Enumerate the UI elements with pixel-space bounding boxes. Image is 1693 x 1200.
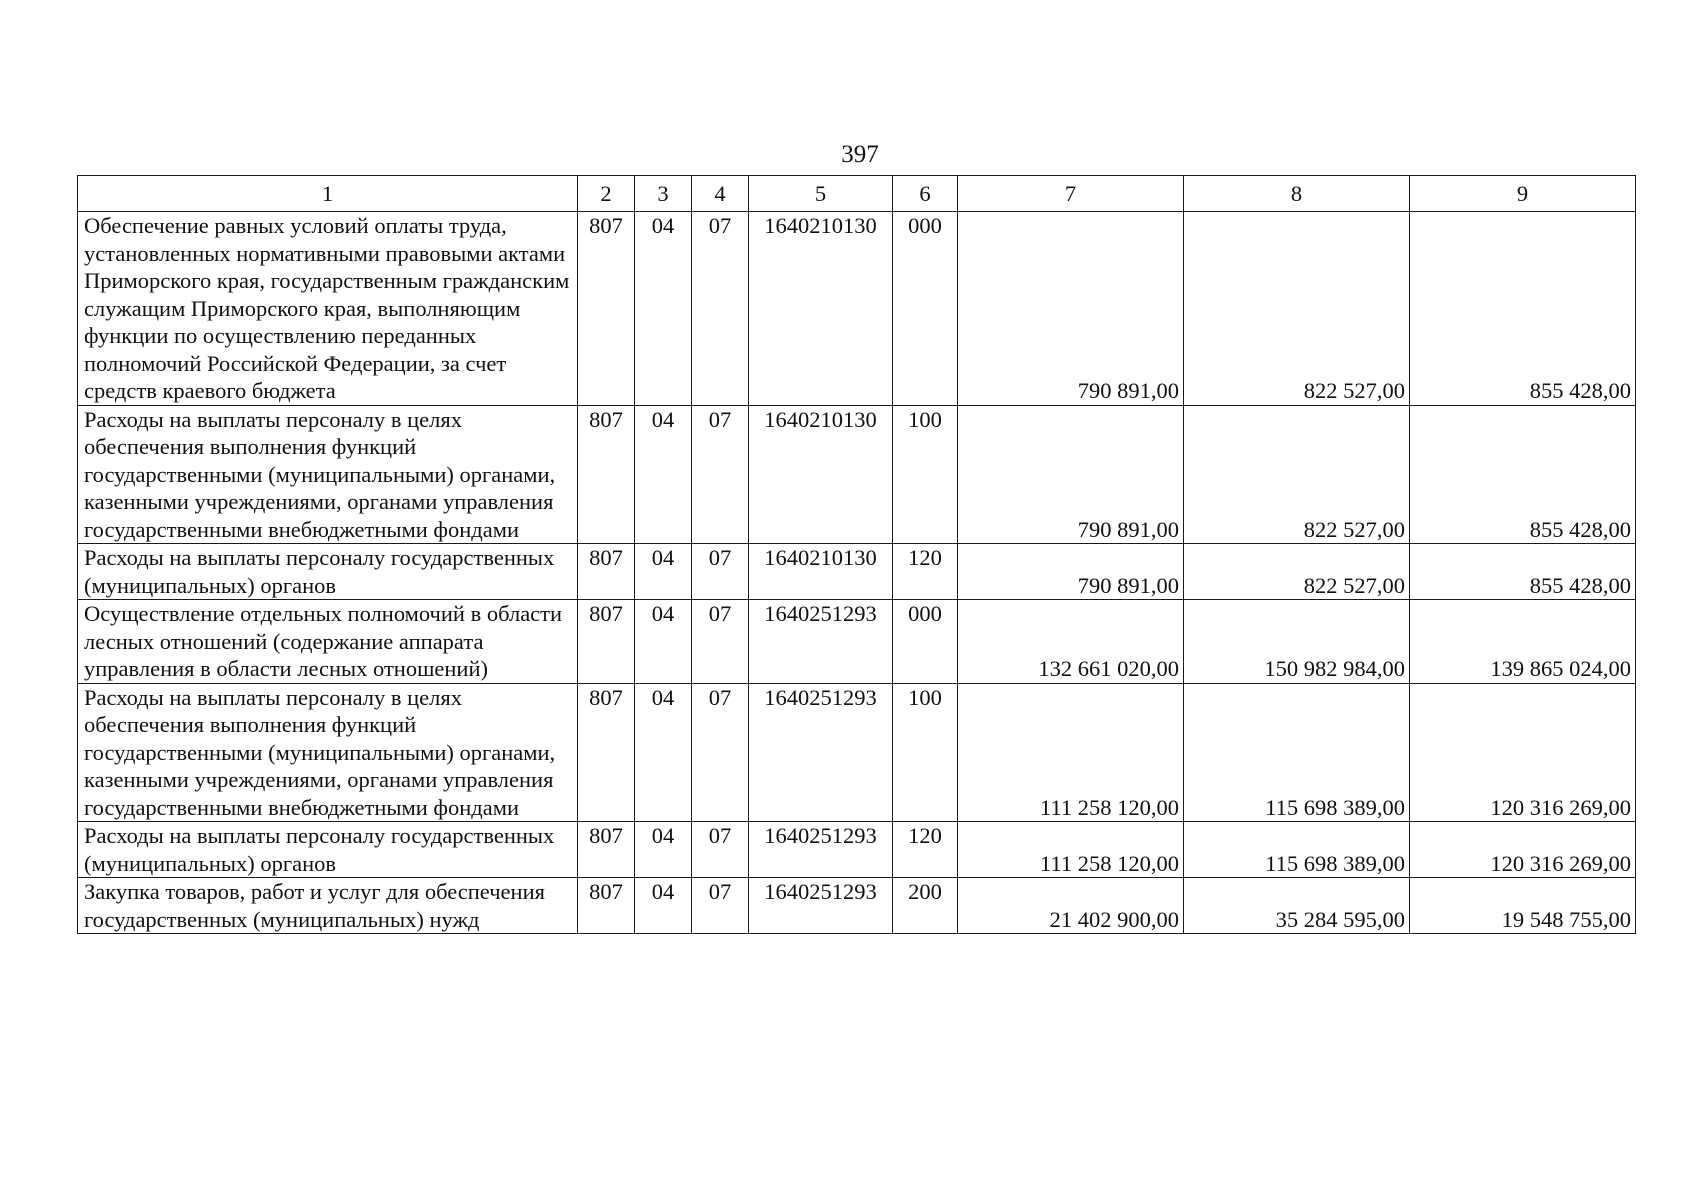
section-code: 04: [635, 600, 692, 684]
target-article-code: 1640251293: [749, 683, 893, 822]
amount-col-7: 111 258 120,00: [958, 822, 1184, 878]
column-header-8: 8: [1184, 176, 1410, 212]
section-code: 04: [635, 822, 692, 878]
amount-col-9: 19 548 755,00: [1410, 878, 1636, 934]
column-header-7: 7: [958, 176, 1184, 212]
amount-col-9: 855 428,00: [1410, 212, 1636, 406]
subsection-code: 07: [692, 405, 749, 544]
page-number: 397: [841, 141, 879, 168]
table-row: [78, 212, 1636, 406]
section-code: 04: [635, 683, 692, 822]
header-row: [78, 176, 1636, 212]
amount-col-9: 855 428,00: [1410, 544, 1636, 600]
ministry-code: 807: [578, 600, 635, 684]
ministry-code: 807: [578, 405, 635, 544]
row-description: Осуществление отдельных полномочий в области лесных отношений (содержание аппарата управления в области лесных отношений): [78, 600, 578, 684]
amount-col-8: 822 527,00: [1184, 405, 1410, 544]
ministry-code: 807: [578, 212, 635, 406]
budget-table: [77, 175, 1636, 934]
amount-col-7: 790 891,00: [958, 544, 1184, 600]
target-article-code: 1640251293: [749, 878, 893, 934]
row-description: Обеспечение равных условий оплаты труда, установленных нормативными правовыми актами Приморского края, государственным гражданским служащим Приморского края, выполняющим функции по осуществлению переданных полномочий Российской Федерации, за счет средств краевого бюджета: [78, 212, 578, 406]
ministry-code: 807: [578, 683, 635, 822]
amount-col-7: 132 661 020,00: [958, 600, 1184, 684]
target-article-code: 1640251293: [749, 600, 893, 684]
table-row: [78, 878, 1636, 934]
table-row: [78, 600, 1636, 684]
amount-col-7: 790 891,00: [958, 212, 1184, 406]
row-description: Закупка товаров, работ и услуг для обеспечения государственных (муниципальных) нужд: [78, 878, 578, 934]
row-description: Расходы на выплаты персоналу в целях обеспечения выполнения функций государственными (муниципальными) органами, казенными учреждениями, органами управления государственными внебюджетными фондами: [78, 405, 578, 544]
subsection-code: 07: [692, 878, 749, 934]
expense-type-code: 120: [893, 544, 958, 600]
table-row: [78, 405, 1636, 544]
amount-col-7: 790 891,00: [958, 405, 1184, 544]
expense-type-code: 120: [893, 822, 958, 878]
column-header-4: 4: [692, 176, 749, 212]
expense-type-code: 100: [893, 683, 958, 822]
column-header-1: 1: [78, 176, 578, 212]
section-code: 04: [635, 878, 692, 934]
target-article-code: 1640210130: [749, 544, 893, 600]
target-article-code: 1640210130: [749, 212, 893, 406]
subsection-code: 07: [692, 600, 749, 684]
expense-type-code: 100: [893, 405, 958, 544]
amount-col-9: 139 865 024,00: [1410, 600, 1636, 684]
row-description: Расходы на выплаты персоналу в целях обеспечения выполнения функций государственными (муниципальными) органами, казенными учреждениями, органами управления государственными внебюджетными фондами: [78, 683, 578, 822]
table-row: [78, 683, 1636, 822]
section-code: 04: [635, 405, 692, 544]
amount-col-7: 21 402 900,00: [958, 878, 1184, 934]
amount-col-9: 120 316 269,00: [1410, 822, 1636, 878]
section-code: 04: [635, 544, 692, 600]
column-header-9: 9: [1410, 176, 1636, 212]
table-row: [78, 544, 1636, 600]
subsection-code: 07: [692, 212, 749, 406]
column-header-6: 6: [893, 176, 958, 212]
subsection-code: 07: [692, 683, 749, 822]
amount-col-9: 855 428,00: [1410, 405, 1636, 544]
amount-col-8: 822 527,00: [1184, 212, 1410, 406]
target-article-code: 1640210130: [749, 405, 893, 544]
amount-col-8: 115 698 389,00: [1184, 822, 1410, 878]
column-header-5: 5: [749, 176, 893, 212]
expense-type-code: 000: [893, 212, 958, 406]
subsection-code: 07: [692, 544, 749, 600]
amount-col-8: 35 284 595,00: [1184, 878, 1410, 934]
target-article-code: 1640251293: [749, 822, 893, 878]
section-code: 04: [635, 212, 692, 406]
expense-type-code: 200: [893, 878, 958, 934]
amount-col-8: 115 698 389,00: [1184, 683, 1410, 822]
row-description: Расходы на выплаты персоналу государственных (муниципальных) органов: [78, 544, 578, 600]
table-row: [78, 822, 1636, 878]
ministry-code: 807: [578, 544, 635, 600]
amount-col-9: 120 316 269,00: [1410, 683, 1636, 822]
expense-type-code: 000: [893, 600, 958, 684]
row-description: Расходы на выплаты персоналу государственных (муниципальных) органов: [78, 822, 578, 878]
ministry-code: 807: [578, 878, 635, 934]
amount-col-7: 111 258 120,00: [958, 683, 1184, 822]
amount-col-8: 822 527,00: [1184, 544, 1410, 600]
ministry-code: 807: [578, 822, 635, 878]
subsection-code: 07: [692, 822, 749, 878]
column-header-2: 2: [578, 176, 635, 212]
column-header-3: 3: [635, 176, 692, 212]
amount-col-8: 150 982 984,00: [1184, 600, 1410, 684]
